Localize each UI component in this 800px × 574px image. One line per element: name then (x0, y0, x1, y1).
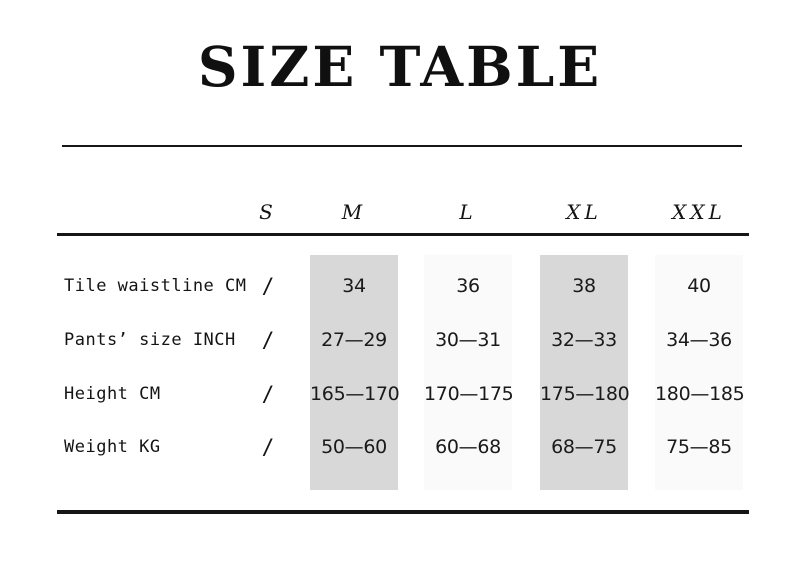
table-cell: 50—60 (321, 436, 387, 458)
na-slash: / (261, 274, 275, 298)
row-label: Pants’ size INCH (64, 330, 236, 350)
table-cell: 36 (456, 275, 480, 297)
column-header-xxl: XXL (672, 200, 726, 224)
table-cell: 75—85 (666, 436, 732, 458)
na-slash: / (261, 382, 275, 406)
table-cell: 175—180 (540, 383, 630, 405)
column-header-m: M (341, 200, 367, 224)
column-header-s: S (259, 200, 277, 224)
table-cell: 68—75 (551, 436, 617, 458)
table-cell: 40 (687, 275, 711, 297)
na-slash: / (261, 435, 275, 459)
size-header-row (0, 198, 800, 226)
row-label: Weight KG (64, 437, 161, 457)
table-cell: 60—68 (435, 436, 501, 458)
table-cell: 34 (342, 275, 366, 297)
table-cell: 27—29 (321, 329, 387, 351)
row-label: Tile waistline CM (64, 276, 247, 296)
column-header-xl: XL (566, 200, 602, 224)
column-header-l: L (459, 200, 477, 224)
table-cell: 165—170 (310, 383, 400, 405)
table-cell: 34—36 (666, 329, 732, 351)
table-cell: 170—175 (424, 383, 514, 405)
table-cell: 38 (572, 275, 596, 297)
table-row-height (0, 380, 800, 408)
table-cell: 180—185 (655, 383, 745, 405)
table-cell: 32—33 (551, 329, 617, 351)
divider-header (57, 233, 749, 236)
row-label: Height CM (64, 384, 161, 404)
table-row-pants-size (0, 326, 800, 354)
table-row-weight (0, 433, 800, 461)
na-slash: / (261, 328, 275, 352)
table-cell: 30—31 (435, 329, 501, 351)
page-title: SIZE TABLE (197, 34, 603, 99)
divider-bottom (57, 510, 749, 514)
divider-top (62, 145, 742, 147)
table-row-waistline (0, 272, 800, 300)
